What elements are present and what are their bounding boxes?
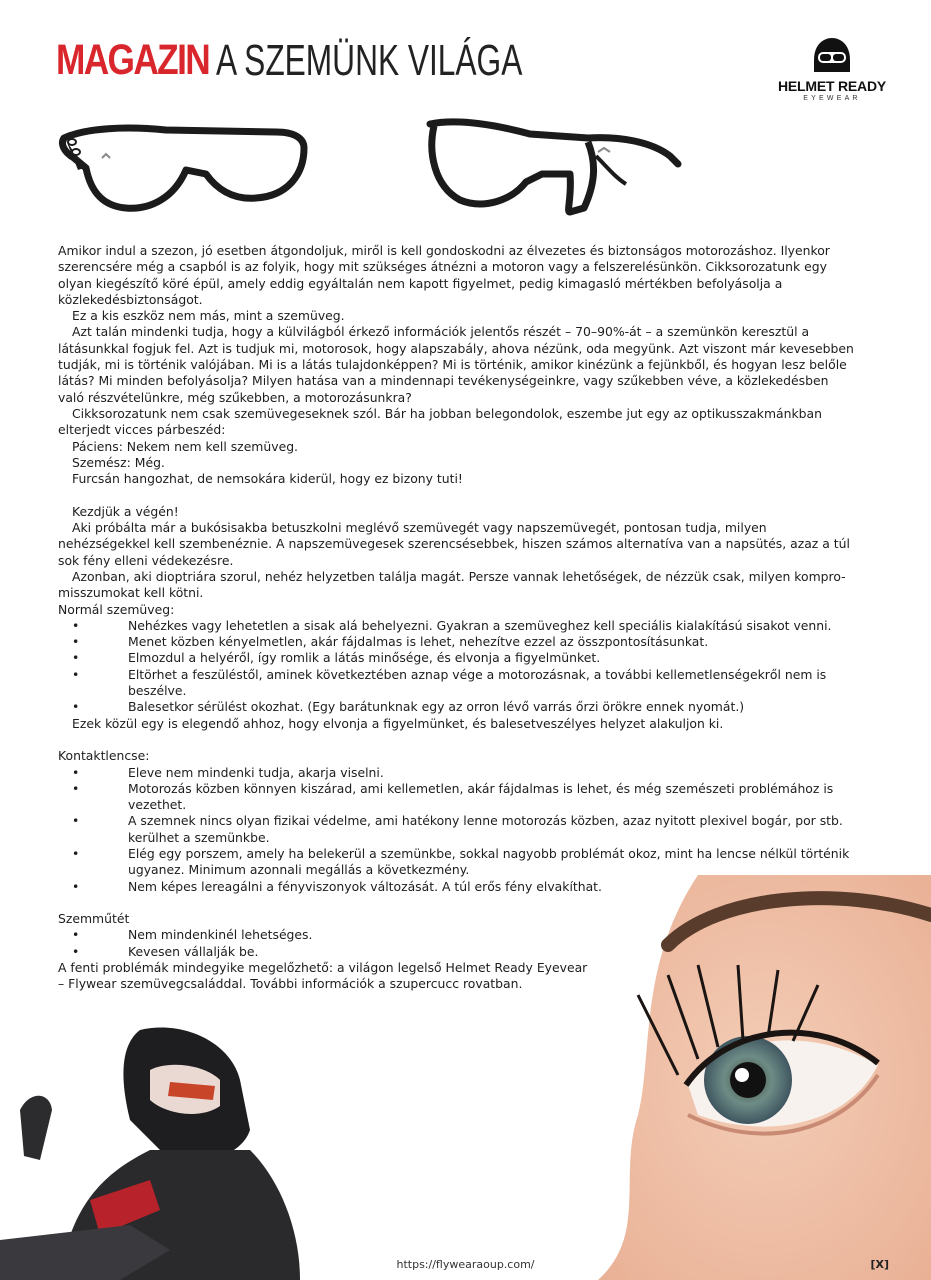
normal-summary: Ezek közül egy is elegendő ahhoz, hogy elvonja a figyelmünket, és balesetveszélyes helyzet alakuljon ki. — [72, 715, 724, 731]
intro-paragraph: Azt talán mindenki tudja, hogy a külvilágból érkező információk jelentős részét – 70–90%-át – a szemünkön keresztül a látásunkkal fogjuk fel. Azt is tudjuk mi, motorosok, hogy alapszabály, ahova nézünk, oda megyünk. Azt viszont már kevesebben tudják, mi is történik valójában. Mi is a látás tulajdonképpen? Mi is történik, amikor kinézünk a fejünkből, és hogyan lesz belőle látás? Mi minden befolyásolja? Milyen hatása van a mindennapi tevékenységeinkre, vagy szűkebben véve, a közlekedésben való részvételünkre, még szűkebben, a motorozásunkra? — [58, 324, 854, 405]
page-number: [X] — [870, 1258, 889, 1271]
bullet: • — [72, 650, 80, 666]
bullet: • — [72, 699, 80, 715]
brand-logo — [768, 36, 896, 102]
list-item: • Elmozdul a helyéről, így romlik a látás minősége, és elvonja a figyelmünket. — [72, 650, 601, 666]
list-item: • Eleve nem mindenki tudja, akarja viselni. — [72, 764, 384, 780]
bullet: • — [72, 813, 80, 829]
list-item: • Balesetkor sérülést okozhat. (Egy barátunknak egy az orron lévő varrás őrzi örökre ennek nyomát.) — [72, 699, 745, 715]
dialogue-line: Páciens: Nekem nem kell szemüveg. — [72, 438, 298, 454]
intro-paragraph: Ez a kis eszköz nem más, mint a szemüveg. — [72, 308, 345, 324]
dialogue-line: Szemész: Még. — [72, 454, 165, 470]
motorcyclist-photo — [0, 1010, 300, 1280]
list-item: • Kevesen vállalják be. — [72, 943, 259, 959]
list-item: • Nem képes lereagálni a fényviszonyok változását. A túl erős fény elvakíthat. — [72, 878, 602, 894]
bullet: • — [72, 617, 80, 633]
list-item: • Nehézkes vagy lehetetlen a sisak alá behelyezni. Gyakran a szemüveghez kell speciális kialakítású sisakot venni. — [72, 617, 832, 633]
intro-paragraph: Amikor indul a szezon, jó esetben átgondoljuk, miről is kell gondoskodni az élvezetes és biztonságos motorozáshoz. Ilyenkor szerencsére még a csapból is az folyik, hogy mit szükséges átnézni a motoron vagy a felszerelésünkön. Cikksorozatunk egy olyan kiegészítő köré épül, amely eddig egyáltalán nem kapott figyelmet, pedig kimagasló mértékben befolyásolja a közlekedésbiztonságot. — [58, 243, 830, 307]
bullet: • — [72, 634, 80, 650]
start-paragraph: Aki próbálta már a bukósisakba betuszkolni meglévő szemüvegét vagy napszemüvegét, pontosan tudja, milyen nehézségekkel kell szembenéznie. A napszemüvegesek szerencsésebbek, hiszen számos alternatíva van a napsütés, azaz a túl sok fény elleni védekezésre. — [58, 520, 850, 568]
intro-paragraph: Cikksorozatunk nem csak szemüvegeseknek szól. Bár ha jobban belegondolok, eszembe jut egy az optikusszakmánkban elterjedt vicces párbeszéd: — [58, 405, 822, 438]
surgery-heading: Szemműtét — [58, 911, 130, 927]
page-header — [56, 36, 243, 86]
bullet: • — [72, 764, 80, 780]
list-item: • Elég egy porszem, amely ha belekerül a szemünkbe, sokkal nagyobb problémát okoz, mint ha lencse nélkül történik ugyanez. Minimum azonnali megállás a következmény. — [72, 845, 850, 878]
footer-url[interactable]: https://flywearaoup.com/ — [396, 1258, 535, 1271]
bullet: • — [72, 845, 80, 861]
glasses-image-right — [420, 112, 690, 222]
magazine-label: MAGAZIN — [56, 36, 210, 84]
list-item: • Motorozás közben könnyen kiszárad, ami kellemetlen, akár fájdalmas is lehet, és még szemészeti problémához is vezethet. — [72, 780, 834, 813]
list-item: • Nem mindenkinél lehetséges. — [72, 927, 313, 943]
bullet: • — [72, 780, 80, 796]
normal-glasses-heading: Normál szemüveg: — [58, 601, 175, 617]
brand-subtitle: EYEWEAR — [803, 95, 861, 102]
intro-paragraph: Furcsán hangozhat, de nemsokára kiderül, hogy ez bizony tuti! — [72, 471, 463, 487]
eye-photo — [578, 875, 931, 1280]
start-paragraph: Kezdjük a végén! — [72, 503, 179, 519]
list-item: • Eltörhet a feszüléstől, aminek következtében aznap vége a motorozásnak, a további kellemetlenségekről nem is beszélve. — [72, 666, 827, 699]
contact-lens-heading: Kontaktlencse: — [58, 748, 150, 764]
helmet-logo-icon — [810, 36, 854, 76]
bullet: • — [72, 666, 80, 682]
brand-name: HELMET READY — [777, 78, 887, 94]
closing-paragraph: A fenti problémák mindegyike megelőzhető: a világon legelső Helmet Ready Eyevear – Flywear szemüvegcsaláddal. További információk a szupercucc rovatban. — [58, 960, 588, 992]
section-title: A SZEMÜNK VILÁGA — [216, 36, 523, 85]
bullet: • — [72, 878, 80, 894]
list-item: • A szemnek nincs olyan fizikai védelme, ami hatékony lenne motorozás közben, azaz nyitott plexivel bogár, por stb. kerülhet a szemünkbe. — [72, 813, 843, 845]
glasses-image-left — [56, 118, 316, 218]
bullet: • — [72, 943, 80, 959]
bullet: • — [72, 927, 80, 943]
start-paragraph: Azonban, aki dioptriára szorul, nehéz helyzetben találja magát. Persze vannak lehetőségek, de nézzük csak, milyen kompro-misszumokat kell kötni. — [58, 568, 846, 601]
list-item: • Menet közben kényelmetlen, akár fájdalmas is lehet, nehezítve ezzel az összpontosításunkat. — [72, 634, 709, 650]
